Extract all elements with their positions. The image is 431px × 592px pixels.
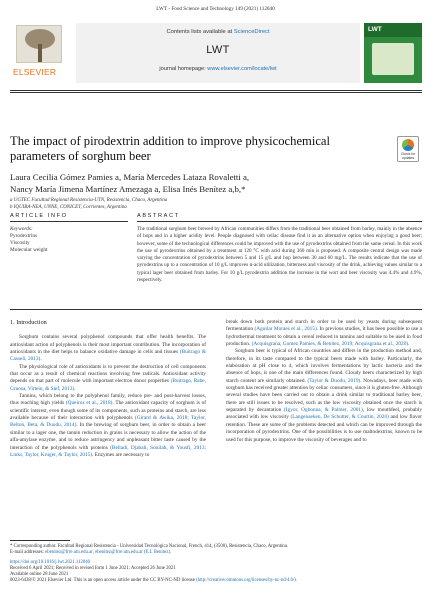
abstract-heading: ABSTRACT <box>137 213 180 219</box>
masthead-rule-thin <box>10 92 422 93</box>
email-link[interactable]: ebenitez@frre.utn.edu.ar, ebenitez@frre.utn.edu.ar (E.I. Benítez). <box>45 550 172 556</box>
abstract-text: The traditional sorghum beer brewed by African communities differs from the traditional beer obtained from barley, mainly in the absence of hops and in a higher acidity level. People diagnosed with celiac disease find it as an alternative option when enjoying a good beer; however, some of the technological differences could be improved with the use of pyrodextrins obtained from the same cereal. In this work the use of pyrodextrins obtained by a treatment at 120 °C with acid during 360 min is proposed. A composite central design was made varying the concentration of pyrodextrins between 5 and 15 g/L and hop between 30 and 60 mg/L. The results indicate that the use of pyrodextrins up to a concentration of 10 g/L improves α-acid utilization, bitterness and viscosity of the drink, achieving values similar to a typical lager beer obtained from barley. For 10 g/L pyrodextrin addition the increase in the wort and beer viscosity was 4.4% and 4.9%, respectively. <box>137 226 422 284</box>
doi-link[interactable]: https://doi.org/10.1016/j.lwt.2021.112040 <box>10 559 91 565</box>
publisher-name: ELSEVIER <box>13 67 57 77</box>
journal-masthead <box>10 23 422 85</box>
citation-link[interactable]: (Queiroz et al., 2018) <box>65 400 113 407</box>
contents-line <box>76 29 360 35</box>
citation-link[interactable]: (Buitrago & Casseli, 2013) <box>10 349 206 363</box>
author-list <box>10 171 410 195</box>
badge-text: Check for updates <box>400 152 416 160</box>
publisher-logo[interactable] <box>10 23 70 81</box>
contents-prefix: Contents lists available at <box>166 29 233 35</box>
abstract-rule <box>137 221 422 222</box>
footnotes <box>10 544 422 585</box>
citation-link[interactable]: (Aguilar Moraes et al., 2015) <box>254 326 317 333</box>
citation-link[interactable]: (Langenaeken, De Schutter, & Courtin, 2020) <box>290 414 389 421</box>
elsevier-tree-icon <box>16 25 62 63</box>
keyword: Molecular weight <box>10 247 48 253</box>
author-line: Laura Cecilia Gómez Pamies a, María Mercedes Lataza Rovaletti a, <box>10 172 250 182</box>
journal-name: LWT <box>206 44 230 56</box>
masthead-rule <box>10 90 422 91</box>
license-link[interactable]: (http://creativecommons.org/licenses/by-nc-nd/4.0/). <box>196 578 298 584</box>
author-line: Nancy María Jimena Martínez Amezaga a, Elisa Inés Benítez a,b,* <box>10 184 246 194</box>
homepage-link[interactable]: www.elsevier.com/locate/lwt <box>207 66 277 72</box>
cover-label: LWT <box>368 26 382 33</box>
affiliation: a UGTEC Facultad Regional Resistencia-UTN, Resistencia, Chaco, Argentina <box>10 198 168 203</box>
sciencedirect-link[interactable]: ScienceDirect <box>233 29 270 35</box>
affiliation: b IQUIBA-NEA, UNNE, CONICET, Corrientes, Argentina <box>10 205 127 210</box>
homepage-line <box>76 66 360 72</box>
citation-link[interactable]: (Acquisgrana, Gomez Pamies, & Benitez, 2019; Acquisgrana et al., 2020) <box>251 341 409 348</box>
corresponding-author-note: * Corresponding author. Facultad Regional Resistencia - Universidad Tecnológica Nacional, French, 414, (3500), Resistencia, Chaco, Argentina. <box>10 544 289 549</box>
keyword: Viscosity <box>10 240 30 246</box>
citation-link[interactable]: (Girard & Awika, 2018; Taylor, Belton, Beta, & Duodu, 2014) <box>10 415 206 429</box>
article-title: The impact of pirodextrin addition to improve physicochemical parameters of sorghum beer <box>10 134 331 163</box>
citation-link[interactable]: (Belladi, Djabali, Souilah, & Yousfi, 2013; Links, Taylor, Kruger, & Taylor, 2015) <box>10 444 207 458</box>
homepage-prefix: journal homepage: <box>159 66 206 72</box>
paragraph: The physiological role of antioxidants is to prevent the destruction of cell components that occur as a result of chemical reactions involving free radicals. Antioxidant activity depends on that part of molecule with important electron donor properties (Buitrago, Rabe, Gruosa, Virtein, & Sief, 2013). <box>10 363 206 392</box>
check-for-updates-badge[interactable] <box>397 136 419 162</box>
citation-link[interactable]: (Buitrago, Rabe, Gruosa, Virtein, & Sief, 2013) <box>10 378 206 392</box>
paragraph: Sorghum contains several polyphenol compounds that offer health benefits. The antioxidant action of polyphenols is their most important contribution. The incorporation of antioxidants in the diet helps to balance oxidative damage in cells and tissues (Buitrago & Casseli, 2013). <box>10 334 206 363</box>
updates-icon <box>402 139 414 151</box>
journal-cover-image[interactable] <box>364 23 422 83</box>
citation-link[interactable]: (Taylor & Duodu, 2019) <box>307 377 361 384</box>
received-dates: Received 6 April 2021; Received in revised form 1 June 2021; Accepted 26 June 2021 <box>10 565 176 571</box>
keyword: Pyrodextrins <box>10 233 38 239</box>
footnote-rule <box>10 540 70 541</box>
citation-link[interactable]: (Igyor, Ogbonna, & Palmer, 2001) <box>284 407 363 414</box>
available-online: Available online 28 June 2021 <box>10 572 69 578</box>
license-note: 0023-6438/© 2021 Elsevier Ltd. This is an open access article under the CC BY-NC-ND license (http://creativecommons.org/licenses/by-nc-nd/4.0/). <box>10 578 298 584</box>
journal-info-panel <box>76 23 360 83</box>
section-heading: 1. Introduction <box>10 319 47 326</box>
keywords-label: Keywords: <box>10 226 33 232</box>
right-column <box>226 319 422 444</box>
running-header: LWT - Food Science and Technology 149 (2021) 112040 <box>156 6 275 12</box>
paragraph: break down both protein and starch in order to be used by yeasts during subsequent fermentation (Aguilar Moraes et al., 2015). In previous studies, it has been possible to use a hydrothermal treatment to obtain a cereal reduced in tannins and suitable to be used in food production. (Acquisgrana, Gomez Pamies, & Benitez, 2019; Acquisgrana et al., 2020). <box>226 319 423 348</box>
paragraph: Sorghum beer is typical of African countries and differs in the production method and, therefore, in its taste compared to the typical beers made with barley. Particularly, the elaboration at pH close to 4, which involves fermentations by lactic bacteria and the absence of hops, is one of the main differences found. Cloudy beers characterized by high starch content are similarly obtained. (Taylor & Duodu, 2019). Nowadays, beer made with sorghum has received greater attention by celiac consumers, since it is gluten-free. Although several studies have been carried out to obtain a drink similar to traditional barley beer, there are still issues to be resolved, such as the low viscosity obtained once the starch is separated by decantation (Igyor, Ogbonna, & Palmer, 2001), low mouthfeel, probably associated with low viscosity (Langenaeken, De Schutter, & Courtin, 2020) and low flavor retention. These are some of the problems detected and which can be improved through the incorporation of pyrodextrins. One of the possibilities is to use maltodextrins, known to be used for this purpose, to improve the viscosity of beverages and to <box>226 348 423 443</box>
left-column <box>10 319 206 459</box>
info-rule <box>10 221 128 222</box>
abstract-bottom-rule <box>10 309 422 310</box>
email-note: E-mail addresses: ebenitez@frre.utn.edu.ar, ebenitez@frre.utn.edu.ar (E.I. Benítez). <box>10 550 172 556</box>
article-info-heading: ARTICLE INFO <box>10 213 68 219</box>
paragraph: Tannins, which belong to the polyphenol family, reduce pre- and post-harvest losses, thus reaching high yields (Queiroz et al., 2018). The antioxidant capacity of sorghum is of scientific interest, even though some of its components, such as proteins and starch, are less available because of their interaction with polyphenols (Girard & Awika, 2018; Taylor, Belton, Beta, & Duodu, 2014). In the brewing of sorghum beer, in order to obtain a beer similar to a lager one, the tannin reduction in grains is necessary to allow the action of the alfa-amylase enzyme, and to reduce astringency and unpleasant bitter taste caused by the interaction of the polyphenols with proteins (Belladi, Djabali, Souilah, & Yousfi, 2013; Links, Taylor, Kruger, & Taylor, 2015). Enzymes are necessary to <box>10 393 207 458</box>
